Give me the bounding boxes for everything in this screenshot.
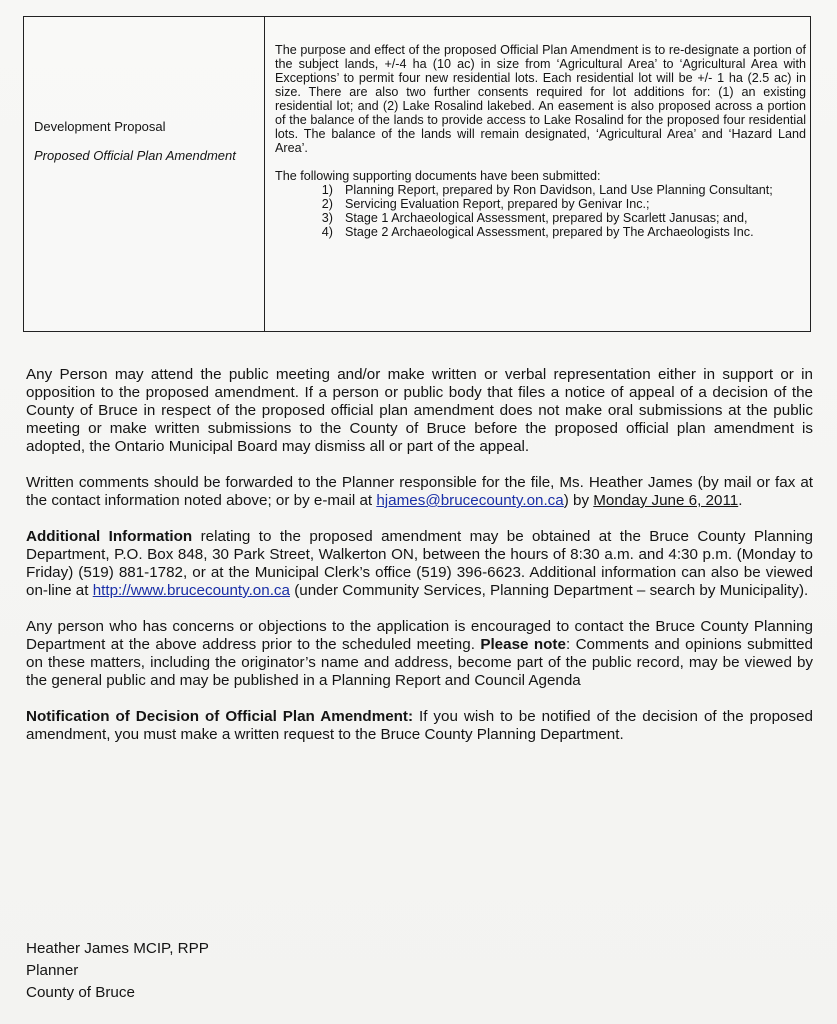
list-item: 3) Stage 1 Archaeological Assessment, prepared by Scarlett Janusas; and, xyxy=(321,211,748,225)
paragraph-additional-info: Additional Information relating to the proposed amendment may be obtained at the Bruce County Planning Department, P.O. Box 848, 30 Park Street, Walkerton ON, between the hours of 8:30 a.m. and 4:30 p.m. (Monday to Friday) (519) 881-1782, or at the Municipal Clerk’s office (519) 396-6623. Additional information can also be viewed on-line at http://www.brucecounty.on.ca (under Community Services, Planning Department – search by Municipality). xyxy=(26,528,813,599)
list-item: 2) Servicing Evaluation Report, prepared by Genivar Inc.; xyxy=(321,197,650,211)
purpose-paragraph: The purpose and effect of the proposed Official Plan Amendment is to re-designate a portion of the subject lands, +/-4 ha (10 ac) in size from ‘Agricultural Area’ to ‘Agricultural Area with Exceptions’ to permit four new residential lots. Each residential lot will be +/- 1 ha (2.5 ac) in size. There are also two further consents required for lot additions for: (1) an existing residential lot; and (2) Lake Rosalind lakebed. An easement is also proposed across a portion of the balance of the lands to provide access to Lake Rosalind for the proposed four residential lots. The balance of the lands will remain designated, ‘Agricultural Area’ and ‘Hazard Land Area’. xyxy=(275,43,806,155)
signature-org: County of Bruce xyxy=(26,984,135,1001)
paragraph-written-comments: Written comments should be forwarded to the Planner responsible for the file, Ms. Heather James (by mail or fax at the contact information noted above; or by e-mail at hjames@brucecounty.on.ca) by Monday June 6, 2011. xyxy=(26,474,813,509)
list-item: 1) Planning Report, prepared by Ron Davidson, Land Use Planning Consultant; xyxy=(321,183,773,197)
deadline-date: Monday June 6, 2011 xyxy=(593,492,739,509)
signature-name: Heather James MCIP, RPP xyxy=(26,940,209,957)
website-link[interactable]: http://www.brucecounty.on.ca xyxy=(92,582,290,599)
paragraph-notification: Notification of Decision of Official Plan Amendment: If you wish to be notified of the decision of the proposed amendment, you must make a written request to the Bruce County Planning Department. xyxy=(26,708,813,743)
body-text xyxy=(26,366,813,762)
documents-list xyxy=(275,183,806,239)
label-subtitle: Proposed Official Plan Amendment xyxy=(34,148,236,163)
signature-block xyxy=(26,938,209,1004)
label-cell xyxy=(24,17,265,331)
signature-title: Planner xyxy=(26,962,79,979)
proposal-table xyxy=(23,16,811,332)
paragraph-public-meeting: Any Person may attend the public meeting and/or make written or verbal representation either in support or in opposition to the proposed amendment. If a person or public body that files a notice of appeal of a decision of the County of Bruce in respect of the proposed official plan amendment does not make oral submissions at the public meeting or make written submissions to the County of Bruce before the proposed official plan amendment is adopted, the Ontario Municipal Board may dismiss all or part of the appeal. xyxy=(26,366,813,455)
list-item: 4) Stage 2 Archaeological Assessment, prepared by The Archaeologists Inc. xyxy=(321,225,754,239)
documents-intro: The following supporting documents have been submitted: xyxy=(275,169,601,183)
content-cell xyxy=(265,17,810,331)
paragraph-concerns: Any person who has concerns or objections to the application is encouraged to contact the Bruce County Planning Department at the above address prior to the scheduled meeting. Please note: Comments and opinions submitted on these matters, including the originator’s name and address, become part of the public record, may be viewed by the general public and may be published in a Planning Report and Council Agenda xyxy=(26,618,813,689)
label-title: Development Proposal xyxy=(34,119,166,134)
email-link[interactable]: hjames@brucecounty.on.ca xyxy=(376,492,564,509)
